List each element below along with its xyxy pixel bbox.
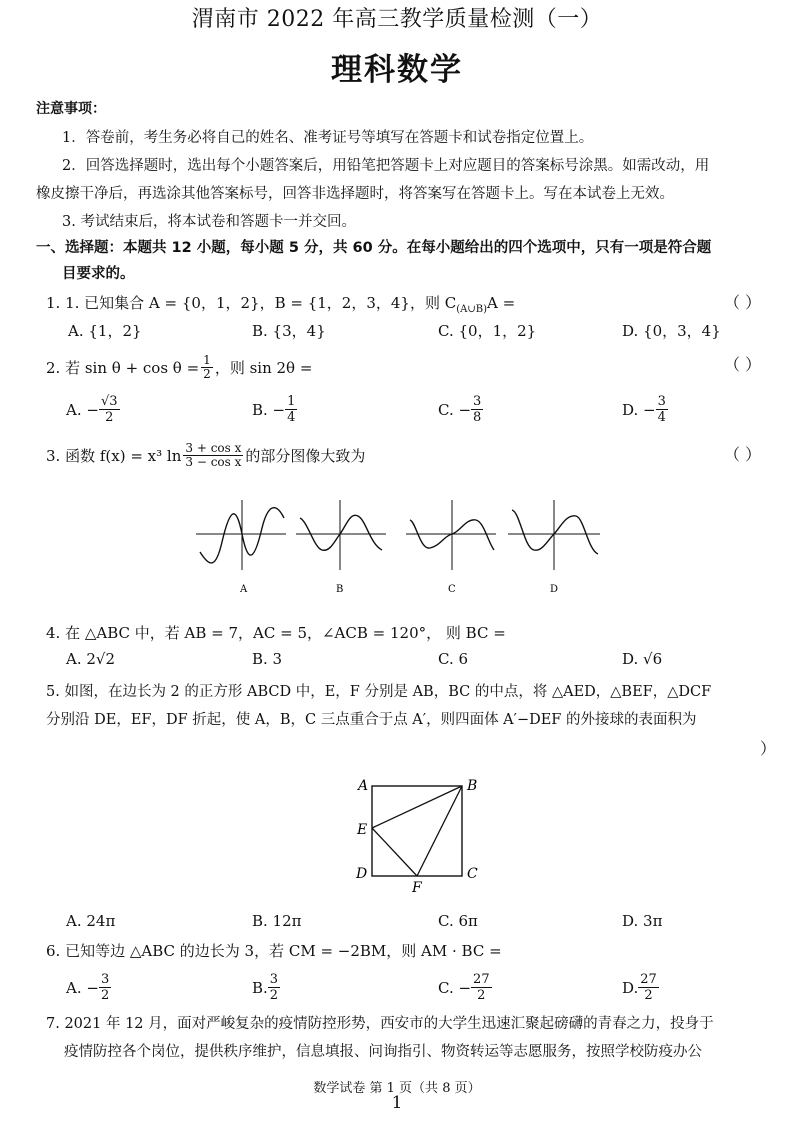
note-item-3: 3. 考试结束后，将本试卷和答题卡一并交回。 — [62, 214, 356, 230]
q6-a-den: 2 — [100, 988, 110, 1003]
notes-heading: 注意事项： — [36, 101, 106, 117]
subject-title: 理科数学 — [331, 52, 463, 88]
segment-eb — [372, 786, 462, 828]
q2-c-num: 3 — [473, 394, 482, 409]
q2-c-den: 8 — [473, 410, 482, 425]
q4-option-b: B. 3 — [252, 650, 283, 668]
q3-frac-den: 3 − cos x — [185, 455, 242, 469]
q1-tail: A = — [486, 294, 516, 312]
q5-option-b: B. 12π — [252, 912, 302, 930]
segment-bf — [417, 786, 462, 876]
q2-d-label: D. − — [622, 400, 656, 419]
graph-d — [508, 500, 600, 595]
q1-option-b: B. {3，4} — [252, 322, 326, 340]
q6-d-fraction — [638, 972, 659, 1003]
segment-ef — [372, 828, 417, 876]
q2-a-fraction — [99, 394, 120, 425]
q3-graphs — [190, 492, 610, 602]
q2-c-label: C. − — [438, 400, 472, 419]
question-7-line-2: 疫情防控各个岗位，提供秩序维护，信息填报、问询指引、物资转运等志愿服务，按照学校防疫办公 — [64, 1044, 702, 1060]
q2-b-num: 1 — [287, 394, 296, 409]
q6-c-fraction — [471, 972, 492, 1003]
page-number: 1 — [391, 1093, 403, 1113]
q6-a-label: A. − — [66, 978, 99, 997]
q1-subscript: (A∪B) — [456, 304, 487, 315]
graph-d-label: D — [550, 584, 559, 595]
q2-b-label: B. − — [252, 400, 286, 419]
q2-d-num: 3 — [657, 394, 666, 409]
q2-answer-bracket: （ ） — [724, 355, 762, 374]
q1-text: 1. 1. 已知集合 A = {0，1，2}，B = {1，2，3，4}，则 C — [46, 294, 457, 312]
label-a: A — [358, 778, 369, 794]
graph-c-label: C — [448, 584, 456, 595]
graph-c — [406, 500, 496, 595]
exam-title: 渭南市 2022 年高三教学质量检测（一） — [191, 7, 603, 32]
q6-c-label: C. − — [438, 978, 472, 997]
q2-a-den: 2 — [105, 410, 114, 425]
q5-answer-bracket: ） — [760, 739, 777, 758]
q3-tail: 的部分图像大致为 — [245, 447, 366, 465]
q2-option-b — [252, 394, 297, 425]
graph-b — [296, 500, 386, 595]
q4-option-c: C. 6 — [438, 650, 469, 668]
question-4-stem: 4. 在 △ABC 中，若 AB = 7，AC = 5，∠ACB = 120°， 则 BC = — [46, 624, 506, 642]
q6-b-den: 2 — [269, 988, 279, 1003]
q1-option-c: C. {0，1，2} — [438, 322, 537, 340]
q6-option-d — [622, 972, 659, 1003]
section-heading: 一、选择题：本题共 12 小题，每小题 5 分，共 60 分。在每小题给出的四个选项中，只有一项是符合题 — [36, 240, 712, 256]
label-e: E — [357, 822, 368, 838]
page-footer: 数学试卷 第 1 页（共 8 页） — [313, 1081, 481, 1096]
question-3-stem — [46, 442, 365, 469]
question-7-line-1: 7. 2021 年 12 月，面对严峻复杂的疫情防控形势，西安市的大学生迅速汇聚起磅礴的青春之力，投身于 — [46, 1016, 714, 1032]
q2-frac-num: 1 — [203, 353, 211, 367]
q2-b-fraction — [285, 394, 297, 425]
q2-tail: ，则 sin 2θ = — [214, 359, 313, 377]
q3-answer-bracket: （ ） — [724, 445, 762, 464]
question-5-line-1: 5. 如图，在边长为 2 的正方形 ABCD 中，E，F 分别是 AB，BC 的中点，将 △AED，△BEF，△DCF — [46, 684, 712, 700]
label-d: D — [356, 866, 368, 882]
q2-frac-den: 2 — [203, 367, 211, 381]
q5-option-c: C. 6π — [438, 912, 478, 930]
q6-b-fraction — [268, 972, 280, 1003]
label-f: F — [412, 880, 422, 894]
q6-b-label: B. — [252, 978, 268, 997]
q2-option-c — [438, 394, 483, 425]
question-6-stem: 6. 已知等边 △ABC 的边长为 3，若 CM = −2BM，则 AM · BC = — [46, 942, 502, 960]
q2-a-label: A. − — [66, 400, 99, 419]
question-1-stem — [46, 292, 515, 315]
q6-d-label: D. — [622, 978, 639, 997]
q5-option-a: A. 24π — [66, 912, 116, 930]
q5-option-d: D. 3π — [622, 912, 663, 930]
q6-d-num: 27 — [640, 972, 657, 987]
q3-fraction — [183, 442, 243, 469]
label-c: C — [467, 866, 478, 882]
q6-option-b — [252, 972, 280, 1003]
note-item-2-cont: 橡皮擦干净后，再选涂其他答案标号，回答非选择题时，将答案写在答题卡上。写在本试卷上无效。 — [36, 186, 674, 202]
q4-option-d: D. √6 — [622, 650, 663, 668]
q6-c-den: 2 — [477, 988, 486, 1003]
q6-option-c — [438, 972, 492, 1003]
label-b: B — [467, 778, 478, 794]
q2-b-den: 4 — [287, 410, 296, 425]
q2-option-d — [622, 394, 668, 425]
square-abcd — [372, 786, 462, 876]
q6-b-num: 3 — [269, 972, 279, 987]
graph-a-label: A — [240, 584, 248, 595]
q5-square-figure — [350, 774, 490, 894]
q4-option-a: A. 2√2 — [66, 650, 116, 668]
question-2-stem — [46, 354, 312, 381]
q2-fraction — [201, 354, 213, 381]
q6-c-num: 27 — [473, 972, 490, 987]
question-5-line-2: 分别沿 DE，EF，DF 折起，使 A，B，C 三点重合于点 A′，则四面体 A′−DEF 的外接球的表面积为 — [46, 712, 697, 728]
note-item-1: 1．答卷前，考生务必将自己的姓名、准考证号等填写在答题卡和试卷指定位置上。 — [62, 130, 594, 146]
q6-d-den: 2 — [644, 988, 653, 1003]
graph-a — [196, 500, 286, 595]
q1-option-d: D. {0，3，4} — [622, 322, 721, 340]
q2-a-num: √3 — [100, 394, 118, 409]
note-item-2: 2．回答选择题时，选出每个小题答案后，用铅笔把答题卡上对应题目的答案标号涂黑。如需改动，用 — [62, 158, 710, 174]
q6-option-a — [66, 972, 111, 1003]
q3-text: 3. 函数 f(x) = x³ ln — [46, 447, 182, 465]
q6-a-num: 3 — [100, 972, 110, 987]
q1-option-a: A. {1，2} — [68, 322, 142, 340]
q1-answer-bracket: （ ） — [724, 293, 762, 312]
q3-frac-num: 3 + cos x — [185, 441, 242, 455]
q2-text: 2. 若 sin θ + cos θ = — [46, 359, 200, 377]
q2-option-a — [66, 394, 120, 425]
q6-a-fraction — [99, 972, 111, 1003]
q2-c-fraction — [471, 394, 483, 425]
q2-d-den: 4 — [657, 410, 666, 425]
section-heading-cont: 目要求的。 — [62, 266, 135, 282]
graph-b-label: B — [336, 584, 344, 595]
q2-d-fraction — [656, 394, 668, 425]
